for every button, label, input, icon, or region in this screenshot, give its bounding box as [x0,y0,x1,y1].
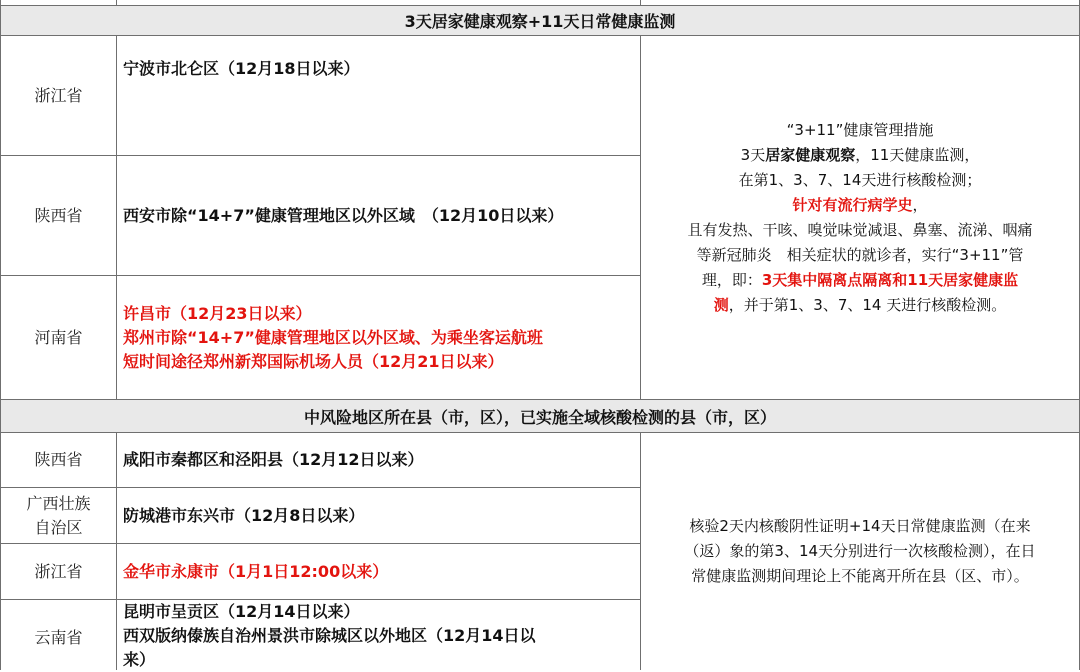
province-name: 云南省 [34,628,83,647]
section1-header-text: 3天居家健康观察+11天日常健康监测 [404,12,676,31]
note-line: 等新冠肺炎 相关症状的就诊者，实行“3+11”管 [696,245,1024,264]
province-cell [0,600,117,670]
note-line: 3天居家健康观察，11天健康监测， [740,145,980,164]
area-text: 短时间途径郑州新郑国际机场人员（12月21日以来） [123,351,504,371]
note-line: “3+11”健康管理措施 [786,120,934,139]
area-text: 宁波市北仑区（12月18日以来） [123,58,360,78]
province-name: 浙江省 [34,561,83,581]
section1-header [0,6,1080,36]
note-line: 常健康监测期间理论上不能离开所在县（区、市）。 [691,567,1029,585]
province-cell [0,488,117,544]
area-cell [117,544,641,600]
area-cell [117,600,641,670]
area-cell [117,433,641,488]
province-name: 广西壮族 [26,493,91,513]
province-cell [0,276,117,400]
area-text: 许昌市（12月23日以来） [123,303,312,323]
province-name: 陕西省 [34,205,83,225]
area-text: 昆明市呈贡区（12月14日以来） [123,602,360,621]
area-cell [117,488,641,544]
province-name: 河南省 [34,327,83,347]
area-cell [117,156,641,276]
province-cell [0,156,117,276]
note-line: （返）象的第3、14天分别进行一次核酸检测），在日 [684,542,1036,560]
section2-header [0,400,1080,433]
area-cell [117,36,641,156]
section1-note [641,36,1080,400]
area-text: 防城港市东兴市（12月8日以来） [123,505,365,525]
province-cell [0,36,117,156]
section2-note [641,433,1080,670]
area-cell [117,276,641,400]
province-name: 自治区 [34,517,83,537]
area-text: 西安市除“14+7”健康管理地区以外区域 （12月10日以来） [123,205,564,225]
province-name: 浙江省 [34,85,83,105]
area-text: 郑州市除“14+7”健康管理地区以外区域、为乘坐客运航班 [123,327,543,347]
note-line: 测，并于第1、3、7、14 天进行核酸检测。 [713,295,1007,314]
note-line: 针对有流行病学史， [792,195,928,214]
province-name: 陕西省 [34,450,83,469]
section2-header-text: 中风险地区所在县（市，区），已实施全域核酸检测的县（市，区） [303,407,776,427]
note-line: 且有发热、干咳、嗅觉味觉减退、鼻塞、流涕、咽痛 [687,220,1033,239]
area-text: 金华市永康市（1月1日12:00以来） [123,561,389,581]
note-line: 理，即：3天集中隔离点隔离和11天居家健康监 [701,270,1019,289]
note-line: 在第1、3、7、14天进行核酸检测； [738,170,982,189]
note-line: 核验2天内核酸阴性证明+14天日常健康监测（在来 [689,517,1031,535]
area-text: 咸阳市秦都区和泾阳县（12月12日以来） [123,450,424,469]
area-text: 西双版纳傣族自治州景洪市除城区以外地区（12月14日以 [123,626,536,645]
area-text: 来） [123,650,156,669]
province-cell [0,544,117,600]
province-cell [0,433,117,488]
